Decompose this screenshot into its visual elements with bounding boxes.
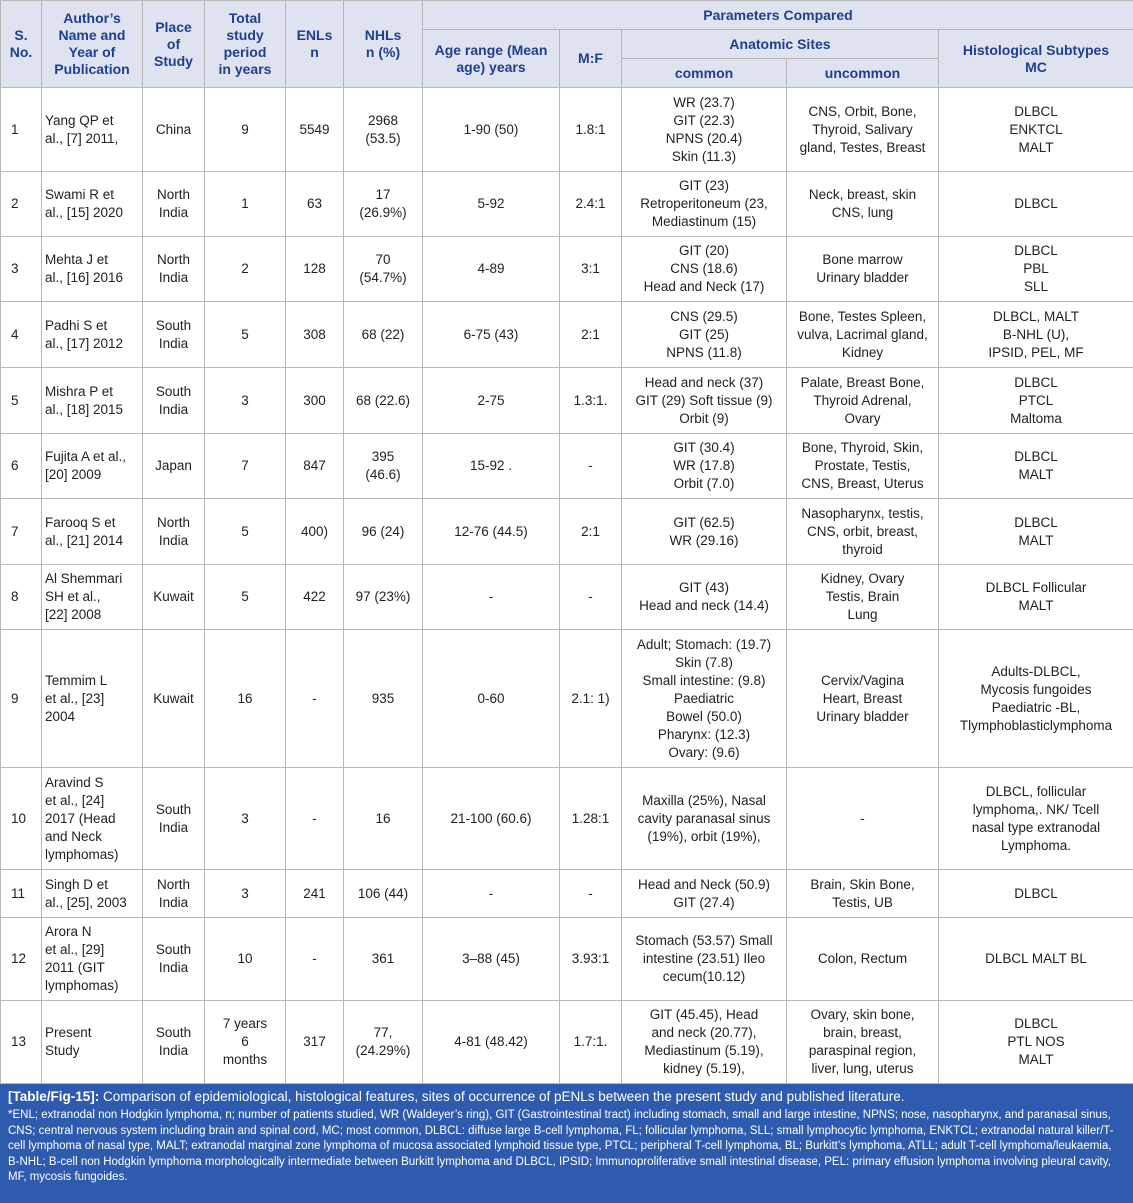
cell-mf: - (560, 434, 622, 499)
cell-age: 15-92 . (423, 434, 560, 499)
cell-histology: DLBCL MALT (939, 434, 1133, 499)
cell-uncommon-sites: Brain, Skin Bone, Testis, UB (787, 870, 939, 918)
cell-period: 7 (205, 434, 286, 499)
cell-histology: DLBCL (939, 172, 1133, 237)
cell-histology: DLBCL, follicular lymphoma,. NK/ Tcell nasal type extranodal Lymphoma. (939, 768, 1133, 870)
cell-sno: 6 (1, 434, 42, 499)
cell-place: North India (143, 870, 205, 918)
cell-mf: 2.4:1 (560, 172, 622, 237)
cell-age: - (423, 870, 560, 918)
cell-enls: 422 (286, 565, 344, 630)
header-common: common (622, 59, 787, 88)
cell-age: 0-60 (423, 630, 560, 768)
cell-author: Yang QP et al., [7] 2011, (42, 88, 143, 172)
cell-common-sites: Maxilla (25%), Nasal cavity paranasal sinus (19%), orbit (19%), (622, 768, 787, 870)
cell-nhls: 361 (344, 918, 423, 1001)
header-parameters-compared: Parameters Compared (423, 1, 1133, 30)
cell-uncommon-sites: Ovary, skin bone, brain, breast, paraspinal region, liver, lung, uterus (787, 1001, 939, 1084)
cell-place: China (143, 88, 205, 172)
cell-mf: - (560, 870, 622, 918)
header-uncommon: uncommon (787, 59, 939, 88)
header-nhls: NHLs n (%) (344, 1, 423, 88)
cell-place: South India (143, 302, 205, 368)
cell-nhls: 68 (22) (344, 302, 423, 368)
header-age-range: Age range (Mean age) years (423, 30, 560, 88)
cell-period: 16 (205, 630, 286, 768)
cell-period: 3 (205, 768, 286, 870)
table-header (1, 1, 1133, 88)
cell-author: Padhi S et al., [17] 2012 (42, 302, 143, 368)
cell-uncommon-sites: Bone marrow Urinary bladder (787, 237, 939, 302)
cell-enls: 63 (286, 172, 344, 237)
cell-author: Singh D et al., [25], 2003 (42, 870, 143, 918)
cell-sno: 7 (1, 499, 42, 565)
cell-period: 3 (205, 368, 286, 434)
cell-uncommon-sites: Neck, breast, skin CNS, lung (787, 172, 939, 237)
caption-title (8, 1088, 1125, 1106)
cell-author: Al Shemmari SH et al., [22] 2008 (42, 565, 143, 630)
cell-enls: 308 (286, 302, 344, 368)
cell-nhls: 77, (24.29%) (344, 1001, 423, 1084)
cell-common-sites: Head and neck (37) GIT (29) Soft tissue (9) Orbit (9) (622, 368, 787, 434)
cell-nhls: 70 (54.7%) (344, 237, 423, 302)
cell-sno: 3 (1, 237, 42, 302)
cell-enls: - (286, 630, 344, 768)
cell-uncommon-sites: Nasopharynx, testis, CNS, orbit, breast, thyroid (787, 499, 939, 565)
table-caption (0, 1084, 1133, 1203)
cell-common-sites: GIT (45.45), Head and neck (20.77), Mediastinum (5.19), kidney (5.19), (622, 1001, 787, 1084)
cell-age: 21-100 (60.6) (423, 768, 560, 870)
cell-sno: 4 (1, 302, 42, 368)
cell-uncommon-sites: Palate, Breast Bone, Thyroid Adrenal, Ovary (787, 368, 939, 434)
cell-histology: Adults-DLBCL, Mycosis fungoides Paediatric -BL, Tlymphoblasticlymphoma (939, 630, 1133, 768)
cell-common-sites: GIT (43) Head and neck (14.4) (622, 565, 787, 630)
cell-uncommon-sites: Colon, Rectum (787, 918, 939, 1001)
cell-enls: 300 (286, 368, 344, 434)
cell-place: South India (143, 918, 205, 1001)
cell-mf: 1.8:1 (560, 88, 622, 172)
cell-place: North India (143, 237, 205, 302)
table-row (1, 434, 1133, 499)
cell-common-sites: WR (23.7) GIT (22.3) NPNS (20.4) Skin (11.3) (622, 88, 787, 172)
cell-common-sites: Adult; Stomach: (19.7) Skin (7.8) Small intestine: (9.8) Paediatric Bowel (50.0) Pharynx: (12.3) Ovary: (9.6) (622, 630, 787, 768)
cell-place: Kuwait (143, 565, 205, 630)
cell-nhls: 68 (22.6) (344, 368, 423, 434)
cell-common-sites: Stomach (53.57) Small intestine (23.51) Ileo cecum(10.12) (622, 918, 787, 1001)
cell-author: Aravind S et al., [24] 2017 (Head and Neck lymphomas) (42, 768, 143, 870)
cell-enls: - (286, 768, 344, 870)
table-row (1, 368, 1133, 434)
cell-place: North India (143, 172, 205, 237)
header-author: Author’s Name and Year of Publication (42, 1, 143, 88)
cell-place: Kuwait (143, 630, 205, 768)
caption-footnote: *ENL; extranodal non Hodgkin lymphoma, n; number of patients studied, WR (Waldeyer’s ring), GIT (Gastrointestinal tract) including stomach, small and large intestine, NPNS; nose, nasopharynx, and paranasal sinus, CNS; central nervous system including brain and spinal cord, MC; most common, DLBCL: diffuse large B-cell lymphoma, FL; follicular lymphoma, SLL; small lymphocytic lymphoma, ENKTCL; extranodal natural killer/T-cell lymphoma of nasal type, MALT; extranodal marginal zone lymphoma of mucosa associated lymphoid tissue type, PTCL; peripheral T-cell lymphoma, BL; Burkitt’s lymphoma, ATLL; adult T-cell lymphoma/leukaemia, B-NHL; B-cell non Hodgkin lymphoma morphologically intermediate between Burkitt lymphoma and DLBCL, IPSID; Immunoproliferative small intestinal disease, PEL: primary effusion lymphoma involving pleural cavity, MF, mycosis fungoides. (8, 1109, 1114, 1183)
cell-uncommon-sites: Cervix/Vagina Heart, Breast Urinary bladder (787, 630, 939, 768)
cell-common-sites: GIT (20) CNS (18.6) Head and Neck (17) (622, 237, 787, 302)
cell-nhls: 935 (344, 630, 423, 768)
table-row (1, 88, 1133, 172)
table-row (1, 630, 1133, 768)
cell-period: 3 (205, 870, 286, 918)
table-row (1, 565, 1133, 630)
header-sno: S. No. (1, 1, 42, 88)
cell-author: Mehta J et al., [16] 2016 (42, 237, 143, 302)
cell-histology: DLBCL ENKTCL MALT (939, 88, 1133, 172)
cell-period: 7 years 6 months (205, 1001, 286, 1084)
table-row (1, 870, 1133, 918)
cell-sno: 12 (1, 918, 42, 1001)
cell-enls: 128 (286, 237, 344, 302)
cell-nhls: 16 (344, 768, 423, 870)
cell-age: 4-89 (423, 237, 560, 302)
header-place: Place of Study (143, 1, 205, 88)
cell-age: 3–88 (45) (423, 918, 560, 1001)
cell-histology: DLBCL PBL SLL (939, 237, 1133, 302)
cell-author: Mishra P et al., [18] 2015 (42, 368, 143, 434)
cell-nhls: 395 (46.6) (344, 434, 423, 499)
cell-enls: - (286, 918, 344, 1001)
cell-mf: 3.93:1 (560, 918, 622, 1001)
cell-period: 5 (205, 499, 286, 565)
cell-author: Arora N et al., [29] 2011 (GIT lymphomas) (42, 918, 143, 1001)
cell-age: 2-75 (423, 368, 560, 434)
header-enls: ENLs n (286, 1, 344, 88)
cell-period: 10 (205, 918, 286, 1001)
cell-period: 2 (205, 237, 286, 302)
table-row (1, 918, 1133, 1001)
cell-period: 5 (205, 565, 286, 630)
cell-common-sites: GIT (30.4) WR (17.8) Orbit (7.0) (622, 434, 787, 499)
cell-place: South India (143, 368, 205, 434)
cell-age: 6-75 (43) (423, 302, 560, 368)
cell-uncommon-sites: Bone, Testes Spleen, vulva, Lacrimal gland, Kidney (787, 302, 939, 368)
cell-mf: 1.3:1. (560, 368, 622, 434)
cell-author: Temmim L et al., [23] 2004 (42, 630, 143, 768)
cell-nhls: 97 (23%) (344, 565, 423, 630)
caption-label: [Table/Fig-15]: (8, 1089, 100, 1104)
cell-histology: DLBCL PTL NOS MALT (939, 1001, 1133, 1084)
cell-sno: 13 (1, 1001, 42, 1084)
cell-common-sites: Head and Neck (50.9) GIT (27.4) (622, 870, 787, 918)
cell-enls: 847 (286, 434, 344, 499)
cell-place: South India (143, 1001, 205, 1084)
cell-place: South India (143, 768, 205, 870)
cell-nhls: 2968 (53.5) (344, 88, 423, 172)
cell-histology: DLBCL Follicular MALT (939, 565, 1133, 630)
cell-sno: 11 (1, 870, 42, 918)
cell-mf: - (560, 565, 622, 630)
cell-histology: DLBCL, MALT B-NHL (U), IPSID, PEL, MF (939, 302, 1133, 368)
cell-period: 1 (205, 172, 286, 237)
cell-uncommon-sites: CNS, Orbit, Bone, Thyroid, Salivary gland, Testes, Breast (787, 88, 939, 172)
cell-mf: 2:1 (560, 302, 622, 368)
table-body (1, 88, 1133, 1084)
cell-histology: DLBCL MALT BL (939, 918, 1133, 1001)
table-row (1, 768, 1133, 870)
cell-histology: DLBCL PTCL Maltoma (939, 368, 1133, 434)
cell-period: 9 (205, 88, 286, 172)
cell-mf: 2.1: 1) (560, 630, 622, 768)
cell-period: 5 (205, 302, 286, 368)
cell-place: North India (143, 499, 205, 565)
cell-mf: 3:1 (560, 237, 622, 302)
table-row (1, 237, 1133, 302)
cell-histology: DLBCL (939, 870, 1133, 918)
table-row (1, 302, 1133, 368)
cell-uncommon-sites: Bone, Thyroid, Skin, Prostate, Testis, CNS, Breast, Uterus (787, 434, 939, 499)
cell-sno: 8 (1, 565, 42, 630)
cell-sno: 10 (1, 768, 42, 870)
cell-place: Japan (143, 434, 205, 499)
cell-common-sites: GIT (62.5) WR (29.16) (622, 499, 787, 565)
cell-histology: DLBCL MALT (939, 499, 1133, 565)
cell-author: Farooq S et al., [21] 2014 (42, 499, 143, 565)
header-anatomic-sites: Anatomic Sites (622, 30, 939, 59)
cell-age: - (423, 565, 560, 630)
cell-sno: 2 (1, 172, 42, 237)
cell-uncommon-sites: - (787, 768, 939, 870)
cell-enls: 400) (286, 499, 344, 565)
cell-mf: 1.7:1. (560, 1001, 622, 1084)
cell-author: Swami R et al., [15] 2020 (42, 172, 143, 237)
cell-age: 1-90 (50) (423, 88, 560, 172)
cell-common-sites: GIT (23) Retroperitoneum (23, Mediastinum (15) (622, 172, 787, 237)
cell-enls: 317 (286, 1001, 344, 1084)
cell-author: Present Study (42, 1001, 143, 1084)
cell-age: 4-81 (48.42) (423, 1001, 560, 1084)
header-period: Total study period in years (205, 1, 286, 88)
cell-author: Fujita A et al., [20] 2009 (42, 434, 143, 499)
table-row (1, 499, 1133, 565)
cell-sno: 9 (1, 630, 42, 768)
header-histological-subtypes: Histological Subtypes MC (939, 30, 1133, 88)
cell-mf: 1.28:1 (560, 768, 622, 870)
cell-nhls: 106 (44) (344, 870, 423, 918)
table-row (1, 1001, 1133, 1084)
cell-sno: 1 (1, 88, 42, 172)
cell-mf: 2:1 (560, 499, 622, 565)
cell-age: 5-92 (423, 172, 560, 237)
table-row (1, 172, 1133, 237)
cell-enls: 241 (286, 870, 344, 918)
cell-enls: 5549 (286, 88, 344, 172)
header-mf: M:F (560, 30, 622, 88)
cell-age: 12-76 (44.5) (423, 499, 560, 565)
caption-title-text: Comparison of epidemiological, histological features, sites of occurrence of pENLs between the present study and published literature. (99, 1089, 905, 1104)
cell-nhls: 17 (26.9%) (344, 172, 423, 237)
cell-common-sites: CNS (29.5) GIT (25) NPNS (11.8) (622, 302, 787, 368)
cell-uncommon-sites: Kidney, Ovary Testis, Brain Lung (787, 565, 939, 630)
cell-sno: 5 (1, 368, 42, 434)
cell-nhls: 96 (24) (344, 499, 423, 565)
